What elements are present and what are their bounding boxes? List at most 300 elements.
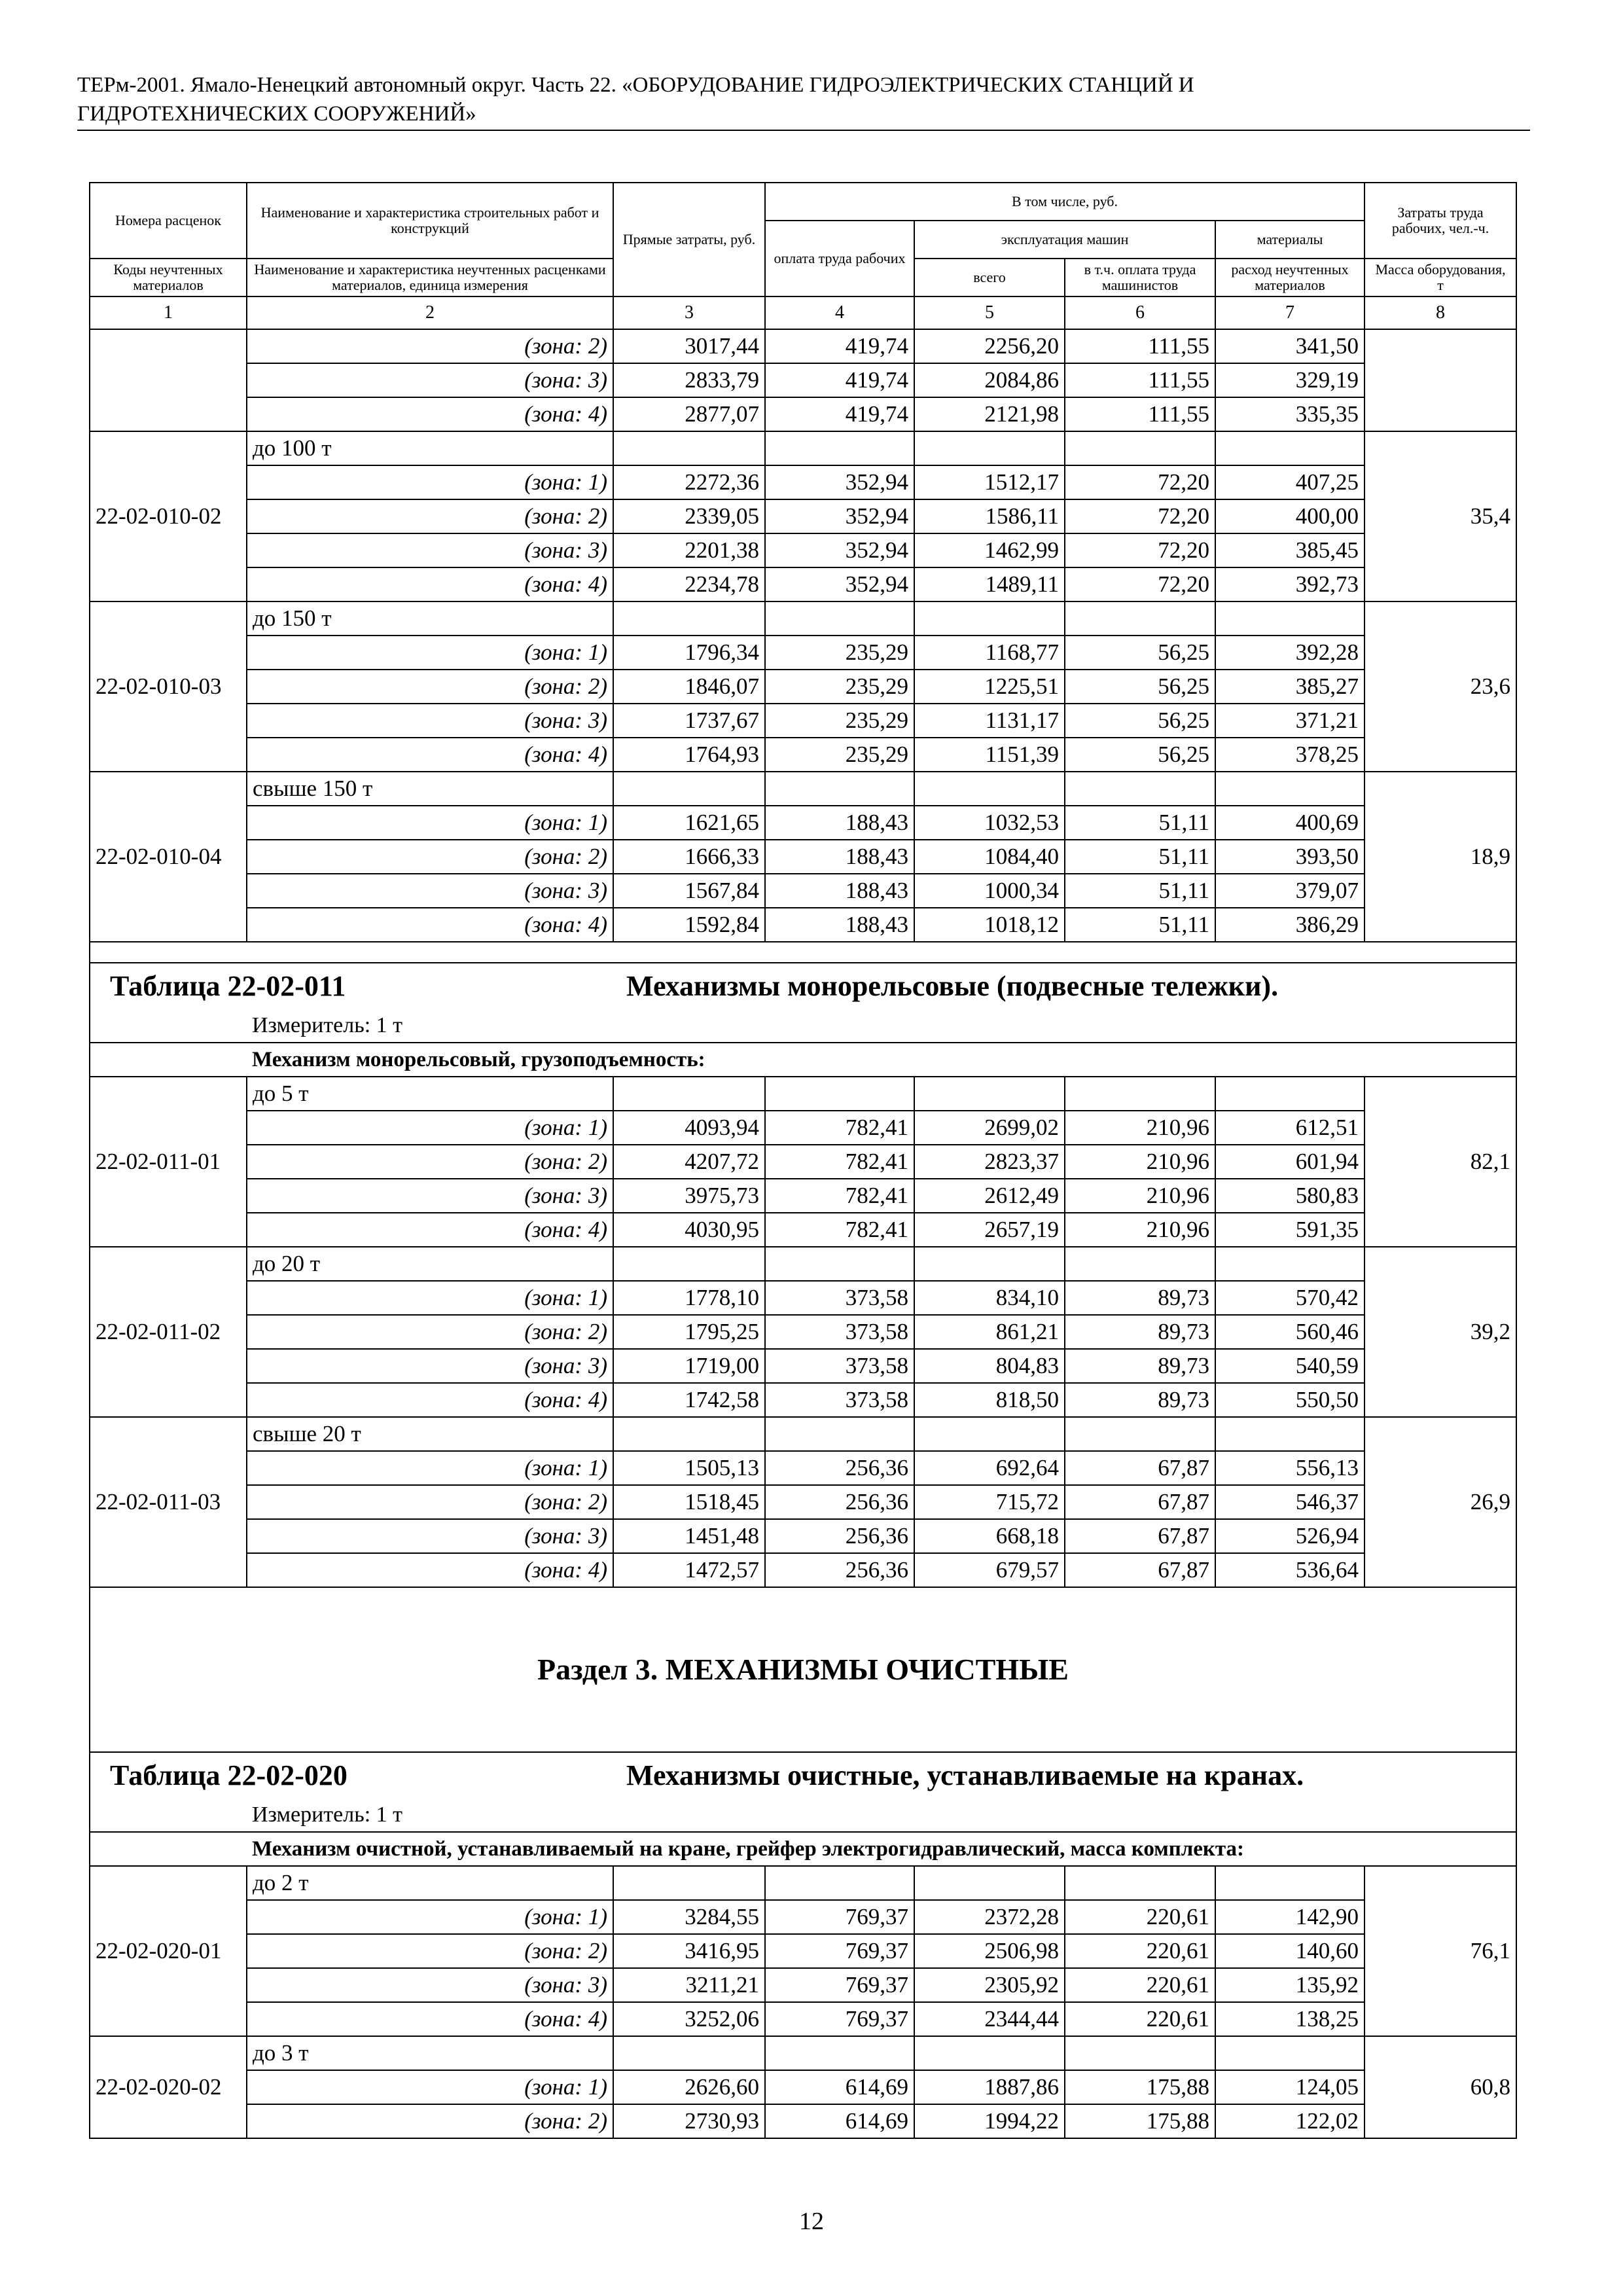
empty-cell (1364, 329, 1516, 431)
zone-label: (зона: 1) (247, 1111, 613, 1145)
materials-cell: 140,60 (1215, 1934, 1364, 1968)
table-label: Таблица 22-02-020 (90, 1752, 613, 1799)
machines-total-cell: 804,83 (914, 1349, 1065, 1383)
machines-total-cell: 1225,51 (914, 670, 1065, 704)
materials-cell: 400,69 (1215, 806, 1364, 840)
rate-name: свыше 150 т (247, 772, 613, 806)
column-number: 4 (765, 296, 914, 329)
table-title-row (90, 1752, 1516, 1799)
table-title-row (90, 963, 1516, 1009)
machines-total-cell: 1586,11 (914, 499, 1065, 533)
table-row (90, 840, 1516, 874)
materials-cell: 526,94 (1215, 1519, 1364, 1553)
zone-label: (зона: 1) (247, 465, 613, 499)
zone-label: (зона: 4) (247, 1383, 613, 1417)
worker-wages-cell: 352,94 (765, 465, 914, 499)
worker-wages-cell: 235,29 (765, 670, 914, 704)
table-title: Механизмы очистные, устанавливаемые на кранах. (613, 1752, 1516, 1799)
direct-cost-cell: 2339,05 (613, 499, 765, 533)
operator-wages-cell: 89,73 (1065, 1281, 1215, 1315)
spacer-row (90, 942, 1516, 963)
table-row (90, 465, 1516, 499)
materials-cell: 135,92 (1215, 1968, 1364, 2002)
operator-wages-cell: 51,11 (1065, 908, 1215, 942)
direct-cost-cell: 1666,33 (613, 840, 765, 874)
column-number: 7 (1215, 296, 1364, 329)
machines-total-cell: 1000,34 (914, 874, 1065, 908)
operator-wages-cell: 56,25 (1065, 636, 1215, 670)
zone-label: (зона: 4) (247, 2002, 613, 2036)
table-row (90, 397, 1516, 431)
table-row (90, 1451, 1516, 1485)
operator-wages-cell: 220,61 (1065, 2002, 1215, 2036)
direct-cost-cell: 1737,67 (613, 704, 765, 738)
empty-cell (90, 329, 247, 431)
zone-label: (зона: 1) (247, 1451, 613, 1485)
operator-wages-cell: 72,20 (1065, 533, 1215, 567)
zone-label: (зона: 3) (247, 1349, 613, 1383)
rate-name: до 2 т (247, 1866, 613, 1900)
rate-code-row (90, 772, 1516, 806)
rate-code-row (90, 1417, 1516, 1451)
header-including: В том числе, руб. (765, 183, 1364, 221)
direct-cost-cell: 2833,79 (613, 363, 765, 397)
machines-total-cell: 679,57 (914, 1553, 1065, 1587)
worker-wages-cell: 614,69 (765, 2070, 914, 2104)
operator-wages-cell: 111,55 (1065, 363, 1215, 397)
direct-cost-cell: 3252,06 (613, 2002, 765, 2036)
materials-cell: 378,25 (1215, 738, 1364, 772)
worker-wages-cell: 352,94 (765, 499, 914, 533)
machines-total-cell: 1084,40 (914, 840, 1065, 874)
worker-wages-cell: 373,58 (765, 1383, 914, 1417)
table-subtitle: Механизм очистной, устанавливаемый на кране, грейфер электрогидравлический, масса комплекта: (247, 1832, 1516, 1866)
header-line-2: ГИДРОТЕХНИЧЕСКИХ СООРУЖЕНИЙ» (77, 102, 476, 126)
materials-cell: 560,46 (1215, 1315, 1364, 1349)
worker-wages-cell: 782,41 (765, 1111, 914, 1145)
header-machines-total: всего (914, 259, 1065, 296)
table-row (90, 636, 1516, 670)
worker-wages-cell: 235,29 (765, 636, 914, 670)
worker-wages-cell: 235,29 (765, 704, 914, 738)
labor-cost-cell: 18,9 (1364, 772, 1516, 942)
zone-label: (зона: 3) (247, 1179, 613, 1213)
subtitle-row (90, 1043, 1516, 1077)
operator-wages-cell: 220,61 (1065, 1900, 1215, 1934)
unit-row (90, 1009, 1516, 1043)
direct-cost-cell: 1795,25 (613, 1315, 765, 1349)
empty-cell (1065, 1417, 1215, 1451)
table-row (90, 329, 1516, 363)
empty-cell (1215, 1866, 1364, 1900)
direct-cost-cell: 1472,57 (613, 1553, 765, 1587)
operator-wages-cell: 72,20 (1065, 567, 1215, 601)
direct-cost-cell: 2626,60 (613, 2070, 765, 2104)
table-row (90, 1349, 1516, 1383)
direct-cost-cell: 3211,21 (613, 1968, 765, 2002)
materials-cell: 341,50 (1215, 329, 1364, 363)
worker-wages-cell: 256,36 (765, 1553, 914, 1587)
direct-cost-cell: 2272,36 (613, 465, 765, 499)
direct-cost-cell: 3017,44 (613, 329, 765, 363)
rate-code-row (90, 1077, 1516, 1111)
machines-total-cell: 668,18 (914, 1519, 1065, 1553)
materials-cell: 122,02 (1215, 2104, 1364, 2138)
operator-wages-cell: 51,11 (1065, 806, 1215, 840)
zone-label: (зона: 1) (247, 636, 613, 670)
zone-label: (зона: 1) (247, 1281, 613, 1315)
zone-label: (зона: 3) (247, 874, 613, 908)
rate-code-row (90, 2036, 1516, 2070)
rate-name: свыше 20 т (247, 1417, 613, 1451)
operator-wages-cell: 89,73 (1065, 1383, 1215, 1417)
header-material-names: Наименование и характеристика неучтенных расценками материалов, единица измерения (247, 259, 613, 296)
table-row (90, 704, 1516, 738)
table-row (90, 2070, 1516, 2104)
header-line-1: ТЕРм-2001. Ямало-Ненецкий автономный округ. Часть 22. «ОБОРУДОВАНИЕ ГИДРОЭЛЕКТРИЧЕСКИХ СТАНЦИЙ И (77, 73, 1194, 97)
materials-cell: 407,25 (1215, 465, 1364, 499)
operator-wages-cell: 220,61 (1065, 1968, 1215, 2002)
materials-cell: 601,94 (1215, 1145, 1364, 1179)
operator-wages-cell: 72,20 (1065, 465, 1215, 499)
column-number: 5 (914, 296, 1065, 329)
empty-cell (90, 942, 1516, 963)
worker-wages-cell: 769,37 (765, 1968, 914, 2002)
empty-cell (914, 601, 1065, 636)
header-work-name: Наименование и характеристика строительных работ и конструкций (247, 183, 613, 259)
materials-cell: 400,00 (1215, 499, 1364, 533)
worker-wages-cell: 188,43 (765, 806, 914, 840)
table-row (90, 567, 1516, 601)
worker-wages-cell: 256,36 (765, 1485, 914, 1519)
rate-code: 22-02-010-04 (90, 772, 247, 942)
empty-cell (613, 1077, 765, 1111)
rate-code-row (90, 431, 1516, 465)
rate-code: 22-02-011-02 (90, 1247, 247, 1417)
operator-wages-cell: 89,73 (1065, 1349, 1215, 1383)
materials-cell: 591,35 (1215, 1213, 1364, 1247)
table-row (90, 1145, 1516, 1179)
machines-total-cell: 1131,17 (914, 704, 1065, 738)
zone-label: (зона: 2) (247, 499, 613, 533)
operator-wages-cell: 67,87 (1065, 1519, 1215, 1553)
zone-label: (зона: 2) (247, 670, 613, 704)
machines-total-cell: 1994,22 (914, 2104, 1065, 2138)
empty-cell (1215, 1247, 1364, 1281)
table-row (90, 1281, 1516, 1315)
zone-label: (зона: 1) (247, 2070, 613, 2104)
materials-cell: 386,29 (1215, 908, 1364, 942)
direct-cost-cell: 2877,07 (613, 397, 765, 431)
table-row (90, 670, 1516, 704)
table-label: Таблица 22-02-011 (90, 963, 613, 1009)
direct-cost-cell: 1764,93 (613, 738, 765, 772)
operator-wages-cell: 56,25 (1065, 738, 1215, 772)
direct-cost-cell: 1846,07 (613, 670, 765, 704)
materials-cell: 570,42 (1215, 1281, 1364, 1315)
empty-cell (613, 2036, 765, 2070)
materials-cell: 556,13 (1215, 1451, 1364, 1485)
operator-wages-cell: 175,88 (1065, 2070, 1215, 2104)
machines-total-cell: 1512,17 (914, 465, 1065, 499)
table-row (90, 1315, 1516, 1349)
empty-cell (914, 1866, 1065, 1900)
table-row (90, 1900, 1516, 1934)
empty-cell (613, 772, 765, 806)
operator-wages-cell: 56,25 (1065, 670, 1215, 704)
header-material-codes: Коды неучтенных материалов (90, 259, 247, 296)
machines-total-cell: 1887,86 (914, 2070, 1065, 2104)
empty-cell (765, 1077, 914, 1111)
operator-wages-cell: 175,88 (1065, 2104, 1215, 2138)
empty-cell (613, 1417, 765, 1451)
table-row (90, 1485, 1516, 1519)
column-number: 1 (90, 296, 247, 329)
labor-cost-cell: 26,9 (1364, 1417, 1516, 1587)
empty-cell (914, 772, 1065, 806)
machines-total-cell: 2699,02 (914, 1111, 1065, 1145)
zone-label: (зона: 2) (247, 329, 613, 363)
empty-cell (1065, 601, 1215, 636)
header-rate-numbers: Номера расценок (90, 183, 247, 259)
table-row (90, 533, 1516, 567)
column-number: 2 (247, 296, 613, 329)
operator-wages-cell: 210,96 (1065, 1111, 1215, 1145)
empty-cell (1215, 431, 1364, 465)
machines-total-cell: 2256,20 (914, 329, 1065, 363)
empty-cell (765, 772, 914, 806)
machines-total-cell: 715,72 (914, 1485, 1065, 1519)
operator-wages-cell: 51,11 (1065, 840, 1215, 874)
operator-wages-cell: 67,87 (1065, 1451, 1215, 1485)
zone-label: (зона: 3) (247, 1519, 613, 1553)
materials-cell: 393,50 (1215, 840, 1364, 874)
table-row (90, 1968, 1516, 2002)
direct-cost-cell: 4030,95 (613, 1213, 765, 1247)
empty-cell (1065, 772, 1215, 806)
worker-wages-cell: 769,37 (765, 2002, 914, 2036)
worker-wages-cell: 769,37 (765, 1900, 914, 1934)
table-row (90, 1111, 1516, 1145)
labor-cost-cell: 76,1 (1364, 1866, 1516, 2036)
rate-code: 22-02-020-01 (90, 1866, 247, 2036)
zone-label: (зона: 3) (247, 363, 613, 397)
empty-cell (1065, 2036, 1215, 2070)
empty-cell (1215, 1417, 1364, 1451)
operator-wages-cell: 56,25 (1065, 704, 1215, 738)
table-row (90, 1934, 1516, 1968)
rate-code-row (90, 1247, 1516, 1281)
operator-wages-cell: 220,61 (1065, 1934, 1215, 1968)
empty-cell (914, 2036, 1065, 2070)
table-subtitle: Механизм монорельсовый, грузоподъемность: (247, 1043, 1516, 1077)
operator-wages-cell: 72,20 (1065, 499, 1215, 533)
zone-label: (зона: 2) (247, 840, 613, 874)
empty-cell (765, 1866, 914, 1900)
materials-cell: 142,90 (1215, 1900, 1364, 1934)
zone-label: (зона: 3) (247, 1968, 613, 2002)
direct-cost-cell: 1796,34 (613, 636, 765, 670)
operator-wages-cell: 210,96 (1065, 1179, 1215, 1213)
materials-cell: 385,45 (1215, 533, 1364, 567)
worker-wages-cell: 419,74 (765, 397, 914, 431)
machines-total-cell: 1168,77 (914, 636, 1065, 670)
rate-code: 22-02-010-03 (90, 601, 247, 772)
machines-total-cell: 2372,28 (914, 1900, 1065, 1934)
rate-name: до 5 т (247, 1077, 613, 1111)
header-material-consumption: расход неучтенных материалов (1215, 259, 1364, 296)
machines-total-cell: 818,50 (914, 1383, 1065, 1417)
labor-cost-cell: 23,6 (1364, 601, 1516, 772)
empty-cell (613, 431, 765, 465)
machines-total-cell: 1032,53 (914, 806, 1065, 840)
rate-name: до 150 т (247, 601, 613, 636)
labor-cost-cell: 60,8 (1364, 2036, 1516, 2138)
direct-cost-cell: 1742,58 (613, 1383, 765, 1417)
column-number: 8 (1364, 296, 1516, 329)
empty-cell (1065, 431, 1215, 465)
rate-name: до 3 т (247, 2036, 613, 2070)
machines-total-cell: 2084,86 (914, 363, 1065, 397)
rates-table (89, 182, 1517, 2139)
zone-label: (зона: 1) (247, 806, 613, 840)
materials-cell: 546,37 (1215, 1485, 1364, 1519)
table-unit: Измеритель: 1 т (247, 1009, 1516, 1043)
header-materials: материалы (1215, 221, 1364, 259)
zone-label: (зона: 2) (247, 1934, 613, 1968)
zone-label: (зона: 2) (247, 2104, 613, 2138)
worker-wages-cell: 352,94 (765, 567, 914, 601)
table-row (90, 908, 1516, 942)
materials-cell: 335,35 (1215, 397, 1364, 431)
section-title: Раздел 3. МЕХАНИЗМЫ ОЧИСТНЫЕ (90, 1587, 1516, 1752)
header-machine-operation: эксплуатация машин (914, 221, 1215, 259)
zone-label: (зона: 4) (247, 397, 613, 431)
materials-cell: 379,07 (1215, 874, 1364, 908)
empty-cell (1065, 1866, 1215, 1900)
table-row (90, 806, 1516, 840)
table-row (90, 1383, 1516, 1417)
rate-code: 22-02-011-03 (90, 1417, 247, 1587)
machines-total-cell: 1462,99 (914, 533, 1065, 567)
worker-wages-cell: 188,43 (765, 840, 914, 874)
worker-wages-cell: 373,58 (765, 1281, 914, 1315)
materials-cell: 612,51 (1215, 1111, 1364, 1145)
materials-cell: 329,19 (1215, 363, 1364, 397)
zone-label: (зона: 2) (247, 1315, 613, 1349)
table-row (90, 2104, 1516, 2138)
table-title: Механизмы монорельсовые (подвесные тележки). (613, 963, 1516, 1009)
machines-total-cell: 692,64 (914, 1451, 1065, 1485)
subtitle-row (90, 1832, 1516, 1866)
empty-cell (914, 1077, 1065, 1111)
empty-cell (1215, 1077, 1364, 1111)
empty-cell (765, 431, 914, 465)
empty-cell (914, 1417, 1065, 1451)
table-unit: Измеритель: 1 т (247, 1799, 1516, 1832)
zone-label: (зона: 4) (247, 1553, 613, 1587)
zone-label: (зона: 2) (247, 1145, 613, 1179)
materials-cell: 580,83 (1215, 1179, 1364, 1213)
worker-wages-cell: 235,29 (765, 738, 914, 772)
empty-cell (1215, 601, 1364, 636)
direct-cost-cell: 4207,72 (613, 1145, 765, 1179)
machines-total-cell: 2121,98 (914, 397, 1065, 431)
header-labor-costs: Затраты труда рабочих, чел.-ч. (1364, 183, 1516, 259)
direct-cost-cell: 1567,84 (613, 874, 765, 908)
direct-cost-cell: 1719,00 (613, 1349, 765, 1383)
rate-name: до 100 т (247, 431, 613, 465)
empty-cell (1215, 772, 1364, 806)
table-header (90, 183, 1516, 329)
empty-cell (613, 1247, 765, 1281)
empty-cell (1065, 1247, 1215, 1281)
zone-label: (зона: 3) (247, 533, 613, 567)
table-row (90, 2002, 1516, 2036)
machines-total-cell: 2506,98 (914, 1934, 1065, 1968)
table-row (90, 1519, 1516, 1553)
machines-total-cell: 2612,49 (914, 1179, 1065, 1213)
empty-cell (765, 2036, 914, 2070)
empty-cell (90, 1009, 247, 1043)
zone-label: (зона: 4) (247, 738, 613, 772)
direct-cost-cell: 1451,48 (613, 1519, 765, 1553)
empty-cell (90, 1799, 247, 1832)
labor-cost-cell: 39,2 (1364, 1247, 1516, 1417)
zone-label: (зона: 4) (247, 567, 613, 601)
direct-cost-cell: 2730,93 (613, 2104, 765, 2138)
direct-cost-cell: 1621,65 (613, 806, 765, 840)
machines-total-cell: 1489,11 (914, 567, 1065, 601)
empty-cell (90, 1043, 247, 1077)
machines-total-cell: 2344,44 (914, 2002, 1065, 2036)
rate-code-row (90, 1866, 1516, 1900)
empty-cell (765, 1417, 914, 1451)
materials-cell: 540,59 (1215, 1349, 1364, 1383)
zone-label: (зона: 1) (247, 1900, 613, 1934)
direct-cost-cell: 1505,13 (613, 1451, 765, 1485)
operator-wages-cell: 51,11 (1065, 874, 1215, 908)
worker-wages-cell: 373,58 (765, 1349, 914, 1383)
operator-wages-cell: 111,55 (1065, 397, 1215, 431)
empty-cell (765, 601, 914, 636)
materials-cell: 550,50 (1215, 1383, 1364, 1417)
header-direct-costs: Прямые затраты, руб. (613, 183, 765, 296)
machines-total-cell: 2305,92 (914, 1968, 1065, 2002)
worker-wages-cell: 614,69 (765, 2104, 914, 2138)
worker-wages-cell: 256,36 (765, 1519, 914, 1553)
rate-code: 22-02-011-01 (90, 1077, 247, 1247)
operator-wages-cell: 67,87 (1065, 1485, 1215, 1519)
empty-cell (613, 601, 765, 636)
rate-code: 22-02-010-02 (90, 431, 247, 601)
empty-cell (914, 431, 1065, 465)
worker-wages-cell: 782,41 (765, 1213, 914, 1247)
materials-cell: 392,73 (1215, 567, 1364, 601)
direct-cost-cell: 1778,10 (613, 1281, 765, 1315)
zone-label: (зона: 4) (247, 908, 613, 942)
empty-cell (613, 1866, 765, 1900)
table-row (90, 363, 1516, 397)
section-row (90, 1587, 1516, 1752)
empty-cell (914, 1247, 1065, 1281)
rate-code: 22-02-020-02 (90, 2036, 247, 2138)
materials-cell: 536,64 (1215, 1553, 1364, 1587)
rate-name: до 20 т (247, 1247, 613, 1281)
empty-cell (1065, 1077, 1215, 1111)
unit-row (90, 1799, 1516, 1832)
materials-cell: 138,25 (1215, 2002, 1364, 2036)
